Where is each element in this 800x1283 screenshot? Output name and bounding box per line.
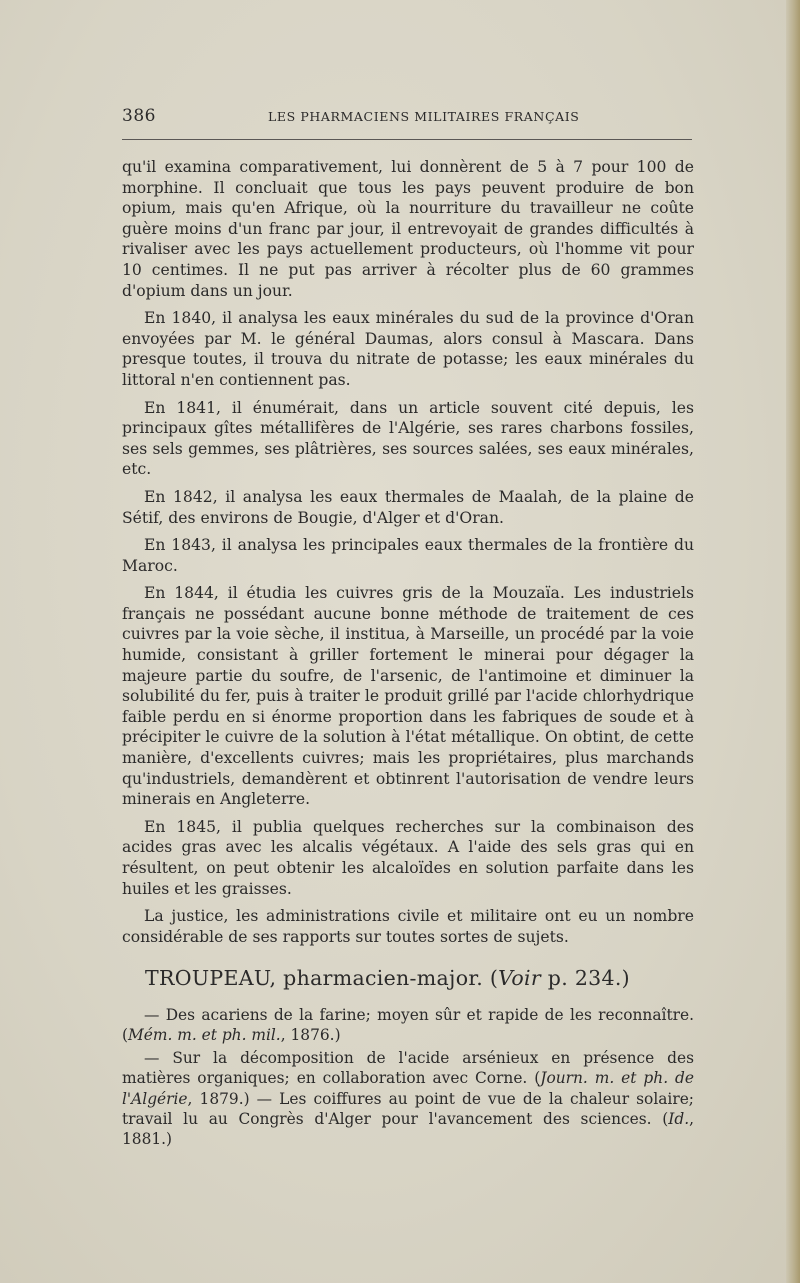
work-source: Mém. m. et ph. mil. — [128, 1026, 281, 1045]
page-number: 386 — [122, 106, 156, 126]
paragraph: En 1843, il analysa les principales eaux thermales de la frontière du Maroc. — [122, 536, 694, 575]
page-header — [122, 106, 692, 130]
entry-voir: Voir — [498, 966, 541, 990]
work-text: — Sur la décomposition de l'acide arsénieux en présence des matières organiques; en collaboration avec Corne. ( — [122, 1048, 694, 1088]
work-text: — Des acariens de la farine; moyen sûr et rapide de les reconnaître. ( — [122, 1006, 694, 1045]
work-source: Journ. m. et ph. de l'Algérie — [122, 1069, 694, 1108]
work-item — [122, 1048, 694, 1150]
work-date: , 1881.) — [122, 1110, 694, 1149]
works-list — [122, 1005, 694, 1152]
body-text — [122, 157, 694, 954]
paragraph: La justice, les administrations civile et militaire ont eu un nombre considérable de ses rapports sur toutes sortes de sujets. — [122, 907, 694, 946]
work-date: , 1879.) — Les coiffures au point de vue de la chaleur solaire; travail lu au Congrès d'Alger pour l'avancement des sciences. ( — [122, 1089, 694, 1129]
paragraph: En 1844, il étudia les cuivres gris de la Mouzaïa. Les industriels français ne possédant aucune bonne méthode de traitement de ces cuivres par la voie sèche, il institua, à Marseille, un procédé par la voie humide, consistant à griller fortement le minerai pour dégager la majeure partie du soufre, de l'arsenic, de l'antimoine et diminuer la solubilité du fer, puis à traiter le produit grillé par l'acide chlorhydrique faible perdu en si énorme proportion dans les fabriques de soude et à précipiter le cuivre de la solution à l'état métallique. On obtint, de cette manière, d'excellents cuivres; mais les propriétaires, plus marchands qu'industriels, demandèrent et obtinrent l'autorisation de vendre leurs minerais en Angleterre. — [122, 584, 694, 809]
work-item — [122, 1005, 694, 1046]
biography-entry-heading — [145, 966, 705, 990]
entry-page-ref: p. 234.) — [540, 966, 630, 990]
work-source: Id. — [668, 1110, 690, 1129]
running-title: LES PHARMACIENS MILITAIRES FRANÇAIS — [268, 109, 580, 124]
work-date: , 1876.) — [280, 1026, 341, 1045]
paragraph: En 1840, il analysa les eaux minérales du sud de la province d'Oran envoyées par M. le général Daumas, alors consul à Mascara. Dans presque toutes, il trouva du nitrate de potasse; les eaux minérales du littoral n'en contiennent pas. — [122, 309, 694, 389]
entry-name: TROUPEAU, pharmacien-major. ( — [145, 966, 499, 990]
paragraph: qu'il examina comparativement, lui donnèrent de 5 à 7 pour 100 de morphine. Il concluait que tous les pays peuvent produire de bon opium, mais qu'en Afrique, où la nourriture du travailleur ne coûte guère moins d'un franc par jour, il entrevoyait de grandes difficultés à rivaliser avec les pays actuellement producteurs, où l'homme vit pour 10 centimes. Il ne put pas arriver à récolter plus de 60 grammes d'opium dans un jour. — [122, 158, 694, 300]
paragraph: En 1842, il analysa les eaux thermales de Maalah, de la plaine de Sétif, des environs de Bougie, d'Alger et d'Oran. — [122, 487, 694, 527]
paragraph: En 1841, il énumérait, dans un article souvent cité depuis, les principaux gîtes métallifères de l'Algérie, ses rares charbons fossiles, ses sels gemmes, ses plâtrières, ses sources salées, ses eaux minérales, etc. — [122, 398, 694, 479]
header-rule — [122, 139, 692, 140]
page-edge — [786, 0, 800, 1283]
paragraph: En 1845, il publia quelques recherches sur la combinaison des acides gras avec les alcalis végétaux. A l'aide des sels gras qui en résultent, on peut obtenir les alcaloïdes en solution parfaite dans les huiles et les graisses. — [122, 817, 694, 898]
